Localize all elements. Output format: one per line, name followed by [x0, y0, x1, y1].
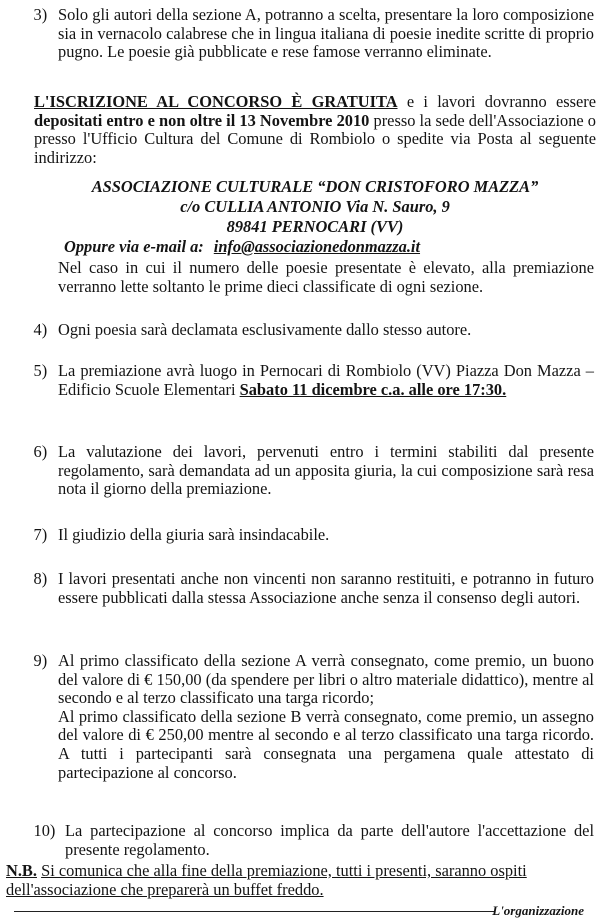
free-registration-heading: L'ISCRIZIONE AL CONCORSO È GRATUITA	[34, 92, 398, 111]
item-text: Il giudizio della giuria sarà insindacabile.	[58, 525, 330, 544]
note-text: Nel caso in cui il numero delle poesie presentate è elevato, alla premiazione verranno lette soltanto le prime dieci classificate di ogni sezione.	[58, 258, 594, 296]
address-line-3: 89841 PERNOCARI (VV)	[226, 217, 404, 236]
item-number: 7)	[33, 525, 48, 544]
item-text: La valutazione dei lavori, pervenuti entro i termini stabiliti dal presente regolamento, sarà demandata ad un apposita giuria, la cui composizione sarà resa nota il giorno della premiazione.	[58, 442, 594, 499]
selection-note	[34, 259, 594, 296]
deadline-text: depositati entro e non oltre il 13 Novembre 2010	[34, 110, 370, 130]
item-text: La partecipazione al concorso implica da parte dell'autore l'accettazione del presente regolamento.	[65, 821, 594, 859]
address-line-2: c/o CULLIA ANTONIO Via N. Sauro, 9	[180, 197, 450, 216]
email-label: Oppure via e-mail a:	[64, 237, 204, 256]
item-text: I lavori presentati anche non vincenti non saranno restituiti, e potranno in futuro essere pubblicati dalla stessa Associazione anche senza il consenso degli autori.	[58, 569, 594, 607]
item-number: 4)	[33, 320, 48, 339]
award-location: La premiazione avrà luogo in Pernocari di Rombiolo (VV) Piazza Don Mazza – Edificio Scuole Elementari	[58, 361, 594, 399]
registration-paragraph	[34, 93, 596, 167]
item-text: Solo gli autori della sezione A, potranno a scelta, presentare la loro composizione sia in vernacolo calabrese che in lingua italiana di poesie inedite scritte di proprio pugno. Le poesie già pubblicate e rese famose verranno eliminate.	[58, 5, 594, 62]
rule-item-9	[34, 652, 594, 782]
registration-text-1: e i lavori dovranno essere	[397, 92, 596, 111]
item-text	[58, 652, 594, 782]
item-text: Ogni poesia sarà declamata esclusivamente dallo stesso autore.	[58, 320, 472, 339]
item-number: 8)	[33, 569, 48, 588]
address-line-1: ASSOCIAZIONE CULTURALE “DON CRISTOFORO MAZZA”	[91, 177, 539, 196]
nb-label: N.B.	[6, 861, 37, 880]
rule-item-8	[34, 570, 594, 607]
rule-item-7	[34, 526, 594, 545]
item-number: 5)	[33, 361, 48, 380]
email-line	[64, 238, 420, 257]
rule-item-4	[34, 321, 594, 340]
award-date: Sabato 11 dicembre c.a. alle ore 17:30.	[239, 379, 507, 399]
rule-item-10	[34, 822, 594, 859]
nb-note	[6, 862, 596, 899]
item-number: 9)	[33, 651, 48, 670]
nb-text: Si comunica che alla fine della premiazione, tutti i presenti, saranno ospiti dell'associazione che preparerà un buffet freddo.	[6, 861, 527, 899]
item-number: 10)	[33, 821, 56, 840]
rule-item-5	[34, 362, 594, 399]
rule-item-6	[34, 443, 594, 499]
registration-text-2: presso la sede dell'Associazione o presso l'Ufficio Cultura del Comune di Rombiolo o spedite via Posta al seguente indirizzo:	[34, 110, 596, 167]
item-number: 3)	[33, 5, 48, 24]
signature-line	[14, 911, 494, 912]
item-text	[58, 362, 594, 399]
signature: L'organizzazione	[492, 903, 584, 918]
section-a-prize: Al primo classificato della sezione A verrà consegnato, come premio, un buono del valore di € 150,00 (da spendere per libri o altro materiale didattico), mentre al secondo e al terzo classificato una targa ricordo;	[58, 651, 594, 708]
email-link[interactable]: info@associazionedonmazza.it	[213, 237, 421, 256]
item-number: 6)	[33, 442, 48, 461]
section-b-prize: Al primo classificato della sezione B verrà consegnato, come premio, un assegno del valore di € 250,00 mentre al secondo e al terzo classificato una targa ricordo. A tutti i partecipanti sarà consegnata una pergamena quale attestato di partecipazione al concorso.	[58, 706, 594, 782]
rule-item-3	[34, 6, 594, 62]
